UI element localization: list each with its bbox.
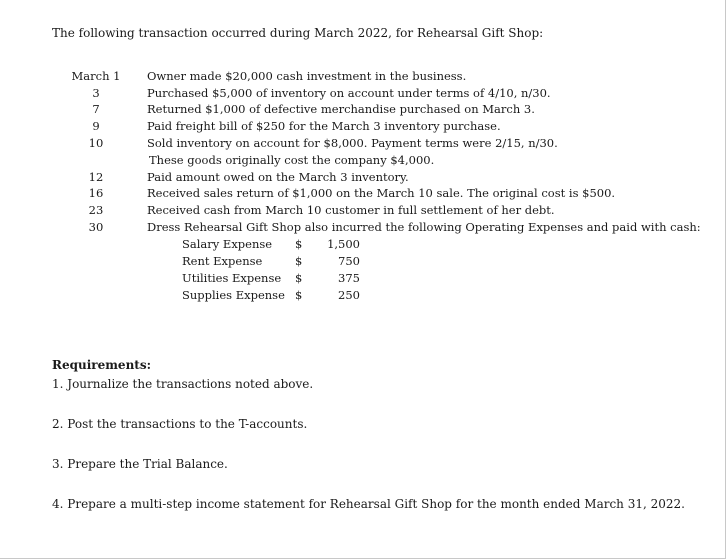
transaction-date: 23 — [88, 203, 104, 217]
expense-amount: 375 — [338, 271, 360, 285]
expense-amount: 1,500 — [327, 237, 360, 251]
expense-currency: $ — [295, 288, 303, 302]
transaction-description: Owner made $20,000 cash investment in the business. — [147, 69, 467, 83]
requirements-title: Requirements: — [52, 358, 152, 372]
transaction-date: 16 — [88, 186, 104, 200]
transaction-date: 30 — [88, 220, 104, 234]
transaction-date: 3 — [92, 86, 100, 100]
transaction-description: Returned $1,000 of defective merchandise purchased on March 3. — [147, 102, 535, 116]
requirement-item: 4. Prepare a multi-step income statement for Rehearsal Gift Shop for the month ended March 31, 2022. — [52, 497, 685, 511]
expense-currency: $ — [295, 271, 303, 285]
expense-label: Salary Expense — [182, 237, 273, 251]
expense-label: Rent Expense — [182, 254, 263, 268]
transaction-date: 12 — [88, 170, 104, 184]
requirement-item: 2. Post the transactions to the T-accounts. — [52, 417, 308, 431]
requirement-item: 1. Journalize the transactions noted above. — [52, 377, 314, 391]
transaction-description: Paid freight bill of $250 for the March 3 inventory purchase. — [147, 119, 501, 133]
transaction-date: 10 — [88, 136, 104, 150]
transaction-date: March 1 — [71, 69, 121, 83]
expense-label: Utilities Expense — [182, 271, 282, 285]
expense-currency: $ — [295, 237, 303, 251]
transaction-description: Purchased $5,000 of inventory on account under terms of 4/10, n/30. — [147, 86, 551, 100]
transaction-description: Sold inventory on account for $8,000. Payment terms were 2/15, n/30. — [147, 136, 558, 150]
expense-amount: 750 — [338, 254, 360, 268]
expense-label: Supplies Expense — [182, 288, 285, 302]
intro-text: The following transaction occurred during March 2022, for Rehearsal Gift Shop: — [52, 26, 544, 40]
transaction-description: Paid amount owed on the March 3 inventory. — [147, 170, 409, 184]
expense-currency: $ — [295, 254, 303, 268]
transaction-description: Received sales return of $1,000 on the March 10 sale. The original cost is $500. — [147, 186, 616, 200]
transaction-date: 9 — [92, 119, 100, 133]
transaction-date: 7 — [92, 102, 100, 116]
transaction-description: Dress Rehearsal Gift Shop also incurred the following Operating Expenses and paid with cash: — [147, 220, 701, 234]
transaction-description: These goods originally cost the company $4,000. — [149, 153, 435, 167]
expense-amount: 250 — [338, 288, 360, 302]
transaction-description: Received cash from March 10 customer in full settlement of her debt. — [147, 203, 555, 217]
requirement-item: 3. Prepare the Trial Balance. — [52, 457, 228, 471]
